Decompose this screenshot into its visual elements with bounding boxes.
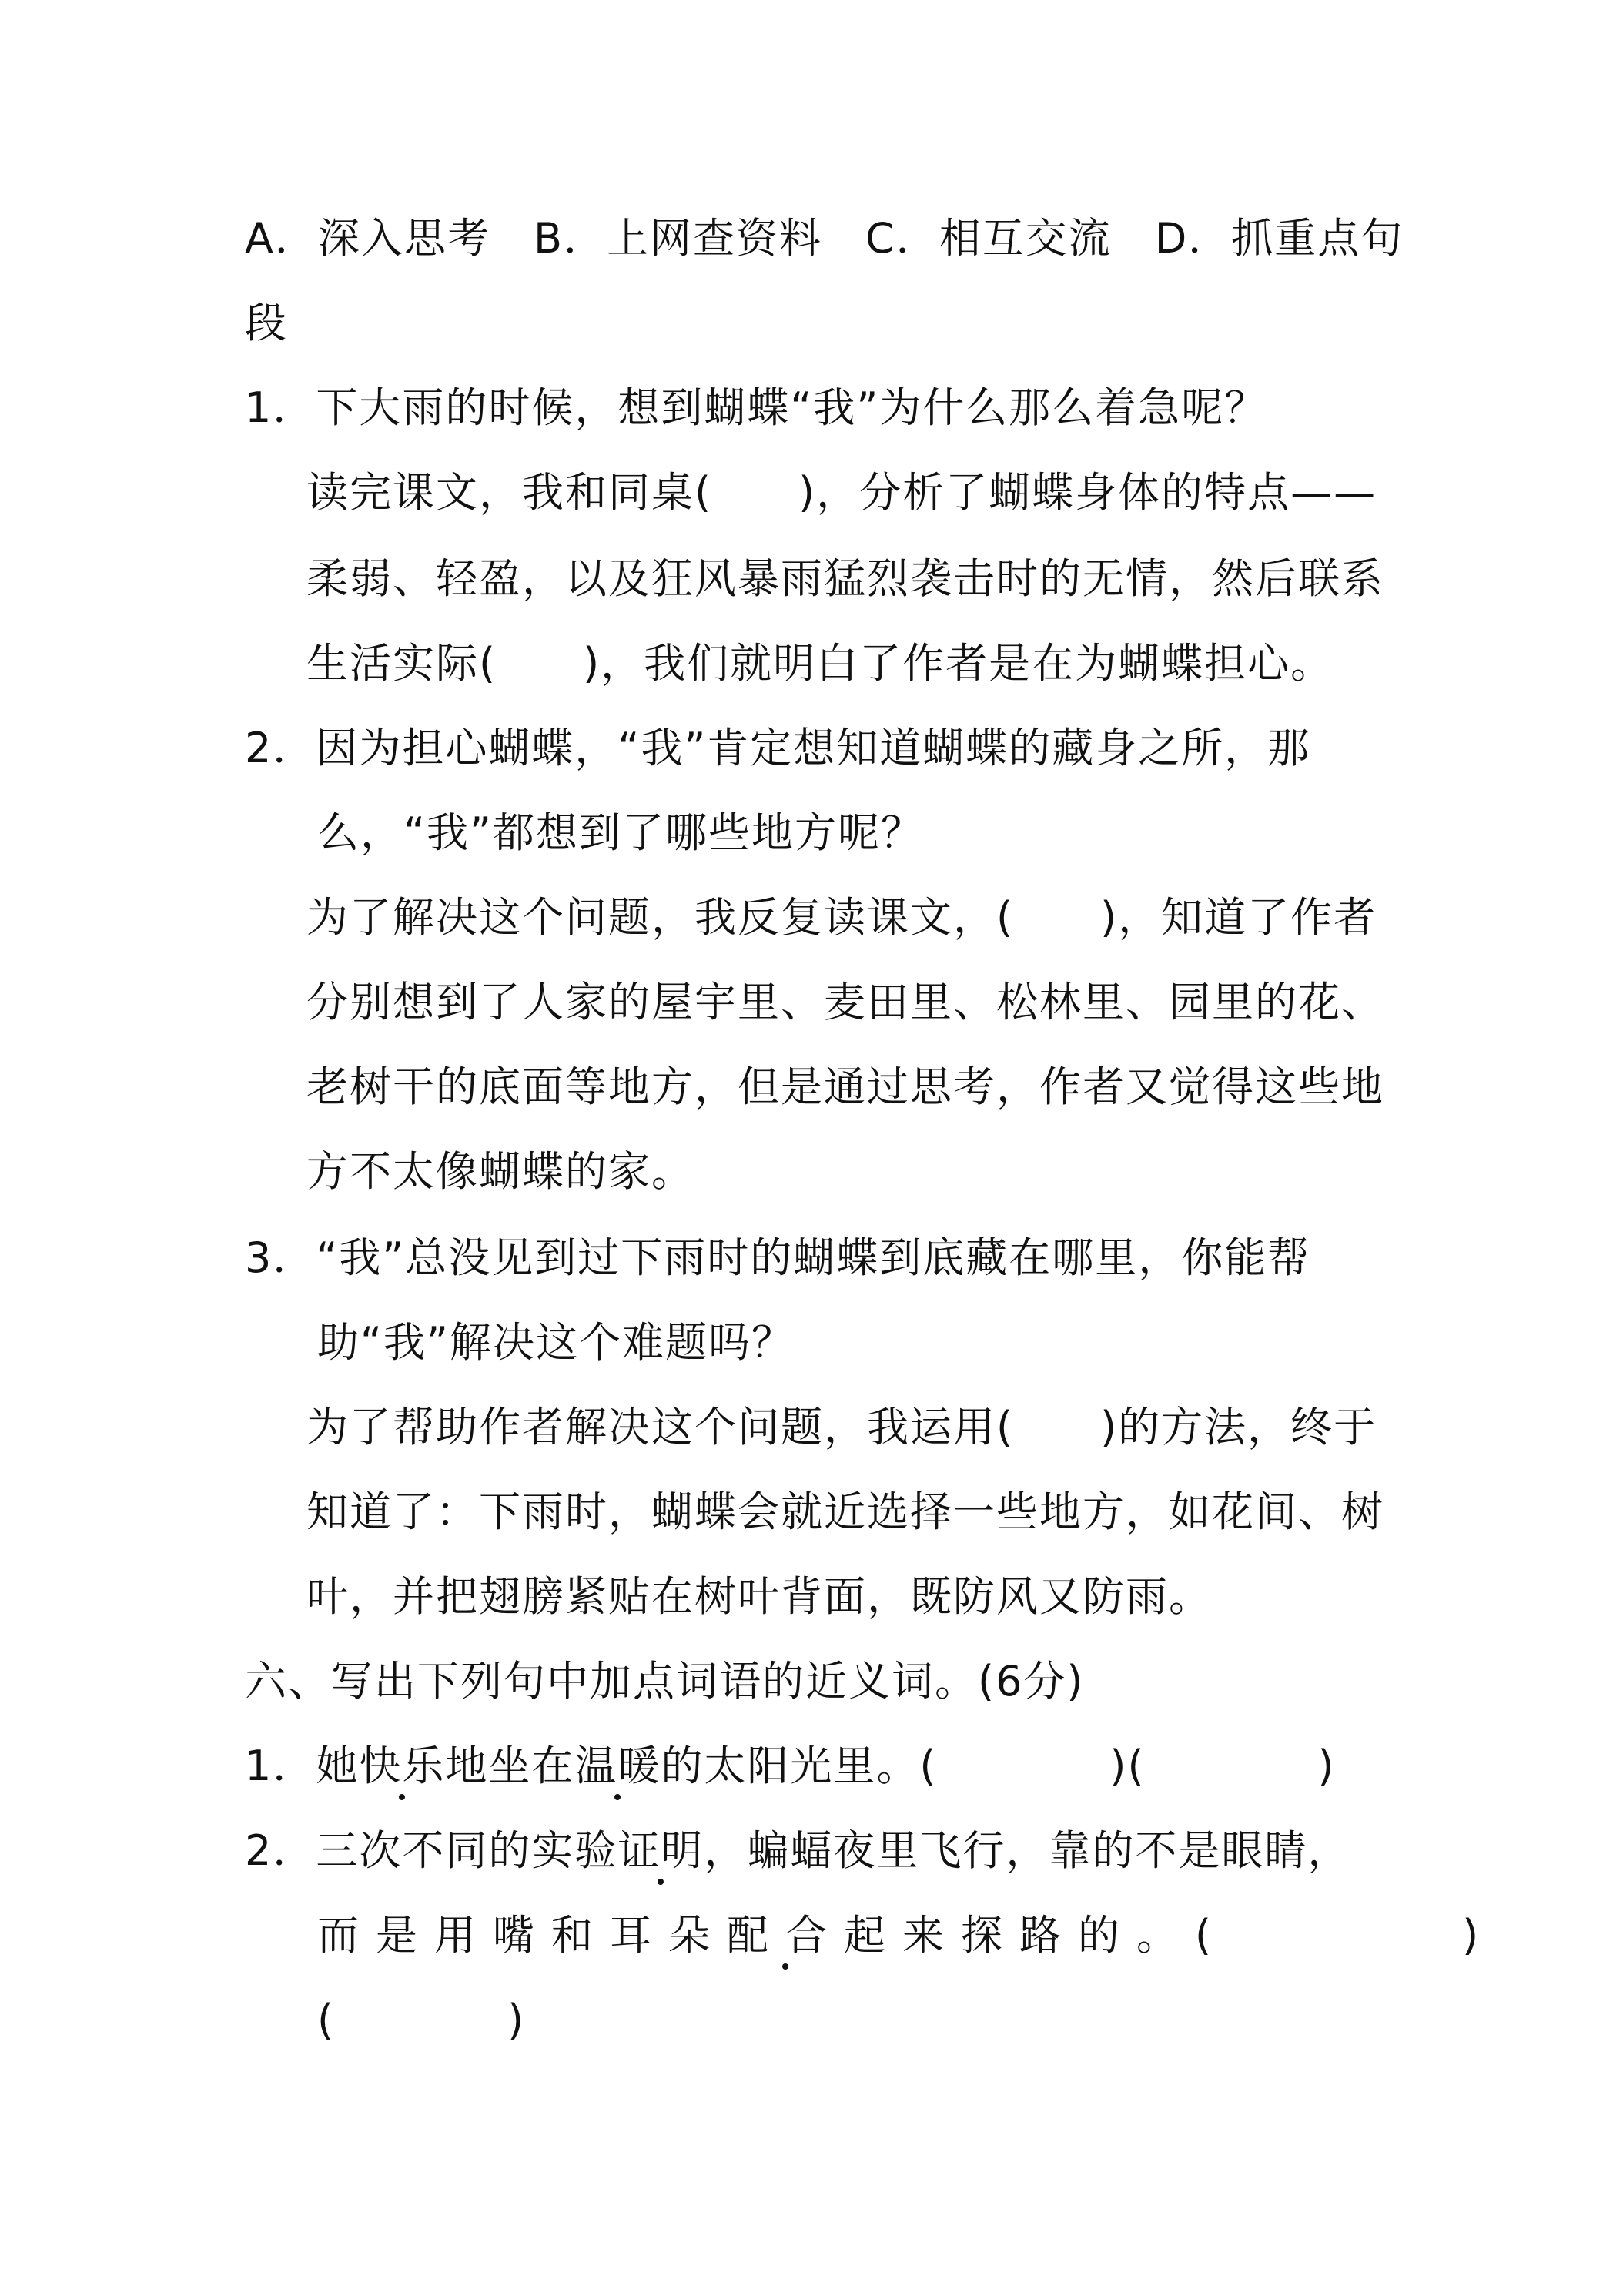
q2-question-cont: 么，“我”都想到了哪些地方呢？ bbox=[317, 808, 924, 857]
q2-line-4: 方不太像蝴蝶的家。 bbox=[306, 1147, 694, 1196]
q3-line-1: 为了帮助作者解决这个问题，我运用( )的方法，终于 bbox=[306, 1403, 1377, 1451]
q1-line-2: 柔弱、轻盈，以及狂风暴雨猛烈袭击时的无情，然后联系 bbox=[306, 554, 1384, 603]
q2-question: 2．因为担心蝴蝶，“我”肯定想知道蝴蝶的藏身之所，那 bbox=[245, 724, 1311, 772]
q3-line-2: 知道了：下雨时，蝴蝶会就近选择一些地方，如花间、树 bbox=[306, 1488, 1384, 1536]
q1-line-1: 读完课文，我和同桌( )，分析了蝴蝶身体的特点—— bbox=[306, 468, 1377, 517]
section6-item-2-line-2 bbox=[317, 1905, 1495, 1966]
q3-question: 3．“我”总没见到过下雨时的蝴蝶到底藏在哪里，你能帮 bbox=[245, 1233, 1311, 1282]
q1-line-3: 生活实际( )，我们就明白了作者是在为蝴蝶担心。 bbox=[306, 639, 1334, 688]
item1-before: 1．她 bbox=[245, 1742, 360, 1790]
q2-line-1: 为了解决这个问题，我反复读课文，( )，知道了作者 bbox=[306, 893, 1377, 942]
item2-line1-before: 2．三次不同的实验 bbox=[245, 1826, 618, 1875]
item1-dotted-word-2: 温暖 bbox=[574, 1735, 661, 1797]
item2-line2-after: 起来探路的。( ) bbox=[844, 1911, 1496, 1960]
q2-line-2: 分别想到了人家的屋宇里、麦田里、松林里、园里的花、 bbox=[306, 978, 1384, 1026]
q3-line-3: 叶，并把翅膀紧贴在树叶背面，既防风又防雨。 bbox=[306, 1572, 1212, 1621]
options-line-cont: 段 bbox=[245, 299, 288, 347]
options-line: A．深入思考 B．上网查资料 C．相互交流 D．抓重点句 bbox=[245, 214, 1404, 263]
section6-item-2-line-3: ( ) bbox=[317, 1996, 526, 2044]
item2-line1-after: ，蝙蝠夜里飞行，靠的不是眼睛， bbox=[704, 1826, 1351, 1875]
section6-item-1 bbox=[245, 1735, 1336, 1797]
q2-line-3: 老树干的底面等地方，但是通过思考，作者又觉得这些地 bbox=[306, 1063, 1384, 1111]
q1-question: 1．下大雨的时候，想到蝴蝶“我”为什么那么着急呢？ bbox=[245, 383, 1268, 432]
section6-item-2-line-1 bbox=[245, 1820, 1350, 1882]
item2-dotted-word-2: 配合 bbox=[727, 1905, 844, 1966]
item1-middle: 地坐在 bbox=[445, 1742, 575, 1790]
q3-question-cont: 助“我”解决这个难题吗？ bbox=[317, 1318, 795, 1367]
item2-line2-before: 而是用嘴和耳朵 bbox=[317, 1911, 727, 1960]
item1-after: 的太阳光里。( )( ) bbox=[661, 1742, 1336, 1790]
item1-dotted-word-1: 快乐 bbox=[359, 1735, 445, 1797]
item2-dotted-word-1: 证明 bbox=[617, 1820, 704, 1882]
section6-heading: 六、写出下列句中加点词语的近义词。(6分) bbox=[245, 1657, 1085, 1705]
